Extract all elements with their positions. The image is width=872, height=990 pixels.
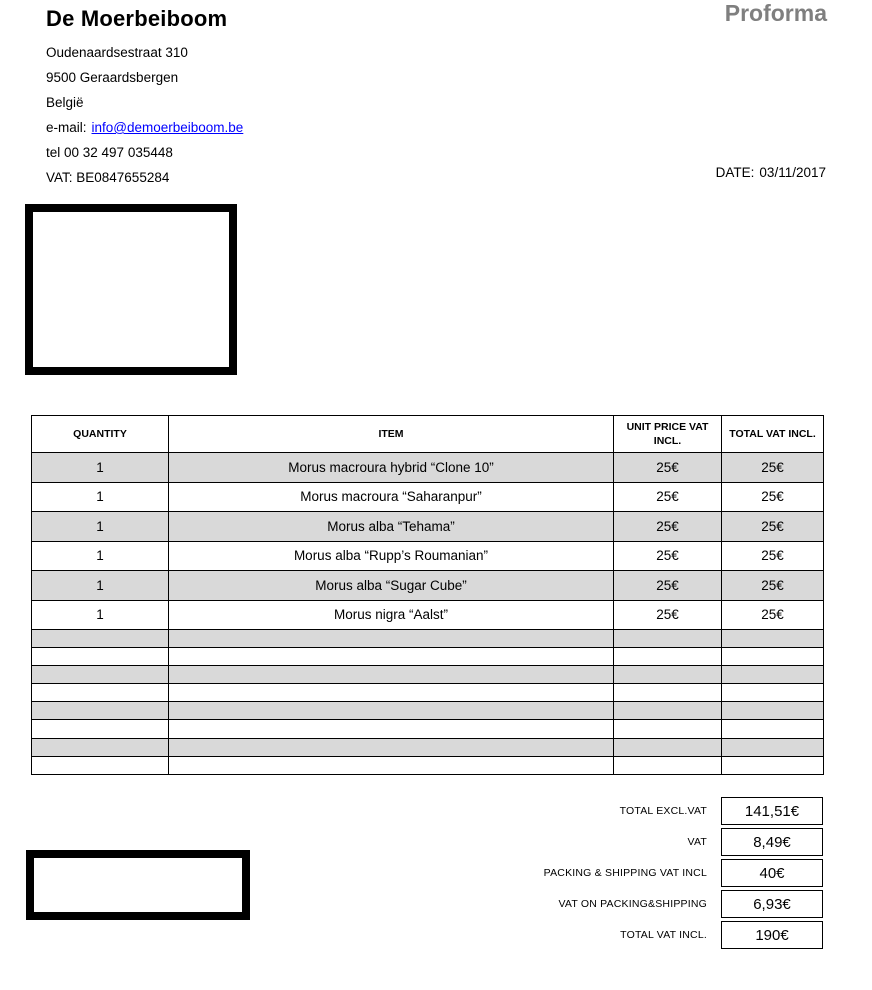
total-cell: 25€ <box>722 600 824 630</box>
item-cell: Morus alba “Tehama” <box>169 512 614 542</box>
table-row <box>32 541 824 571</box>
totals-row-total-excl-vat <box>31 797 823 828</box>
totals-value: 141,51€ <box>721 797 823 825</box>
quantity-cell: 1 <box>32 541 169 571</box>
table-row <box>32 482 824 512</box>
item-cell: Morus alba “Sugar Cube” <box>169 571 614 601</box>
empty-table-row <box>32 666 824 684</box>
unit-price-cell: 25€ <box>614 453 722 483</box>
item-cell: Morus macroura “Saharanpur” <box>169 482 614 512</box>
item-cell: Morus alba “Rupp’s Roumanian” <box>169 541 614 571</box>
seller-info-block <box>46 6 243 190</box>
date-value: 03/11/2017 <box>759 165 826 180</box>
empty-table-row <box>32 738 824 756</box>
totals-label: PACKING & SHIPPING VAT INCL <box>543 867 707 879</box>
total-cell: 25€ <box>722 453 824 483</box>
empty-table-row <box>32 630 824 648</box>
item-cell: Morus macroura hybrid “Clone 10” <box>169 453 614 483</box>
total-cell: 25€ <box>722 482 824 512</box>
document-date <box>716 165 826 180</box>
empty-table-row <box>32 720 824 738</box>
email-link[interactable]: info@demoerbeiboom.be <box>91 120 244 135</box>
empty-table-row <box>32 702 824 720</box>
empty-table-row <box>32 756 824 774</box>
document-type-title: Proforma <box>724 0 827 26</box>
stamp-placeholder-box <box>26 850 250 920</box>
totals-value: 190€ <box>721 921 823 949</box>
phone-line: tel 00 32 497 035448 <box>46 145 173 160</box>
quantity-cell: 1 <box>32 600 169 630</box>
items-table <box>31 415 824 775</box>
column-header-unit-price: UNIT PRICE VAT INCL. <box>614 416 722 453</box>
address-country: België <box>46 95 84 110</box>
unit-price-cell: 25€ <box>614 482 722 512</box>
table-row <box>32 571 824 601</box>
totals-row-total-vat-incl <box>31 921 823 952</box>
address-street: Oudenaardsestraat 310 <box>46 45 188 60</box>
totals-value: 6,93€ <box>721 890 823 918</box>
table-row <box>32 512 824 542</box>
total-cell: 25€ <box>722 571 824 601</box>
totals-label: TOTAL EXCL.VAT <box>619 805 707 817</box>
email-line <box>46 115 243 140</box>
totals-label: TOTAL VAT INCL. <box>620 929 707 941</box>
column-header-total: TOTAL VAT INCL. <box>722 416 824 453</box>
table-row <box>32 600 824 630</box>
email-label: e-mail: <box>46 120 87 135</box>
date-label: DATE: <box>715 165 755 180</box>
total-cell: 25€ <box>722 541 824 571</box>
totals-label: VAT ON PACKING&SHIPPING <box>558 898 707 910</box>
address-city: 9500 Geraardsbergen <box>46 70 179 85</box>
item-cell: Morus nigra “Aalst” <box>169 600 614 630</box>
unit-price-cell: 25€ <box>614 600 722 630</box>
quantity-cell: 1 <box>32 512 169 542</box>
table-header-row <box>32 416 824 453</box>
unit-price-cell: 25€ <box>614 571 722 601</box>
column-header-quantity: QUANTITY <box>32 416 169 453</box>
table-row <box>32 453 824 483</box>
column-header-item: ITEM <box>169 416 614 453</box>
quantity-cell: 1 <box>32 453 169 483</box>
empty-table-row <box>32 684 824 702</box>
unit-price-cell: 25€ <box>614 512 722 542</box>
totals-label: VAT <box>687 836 707 848</box>
logo-placeholder-box <box>25 204 237 375</box>
totals-value: 40€ <box>721 859 823 887</box>
vat-line: VAT: BE0847655284 <box>46 170 170 185</box>
total-cell: 25€ <box>722 512 824 542</box>
company-name: De Moerbeiboom <box>46 6 228 31</box>
quantity-cell: 1 <box>32 571 169 601</box>
totals-value: 8,49€ <box>721 828 823 856</box>
quantity-cell: 1 <box>32 482 169 512</box>
empty-table-row <box>32 648 824 666</box>
unit-price-cell: 25€ <box>614 541 722 571</box>
